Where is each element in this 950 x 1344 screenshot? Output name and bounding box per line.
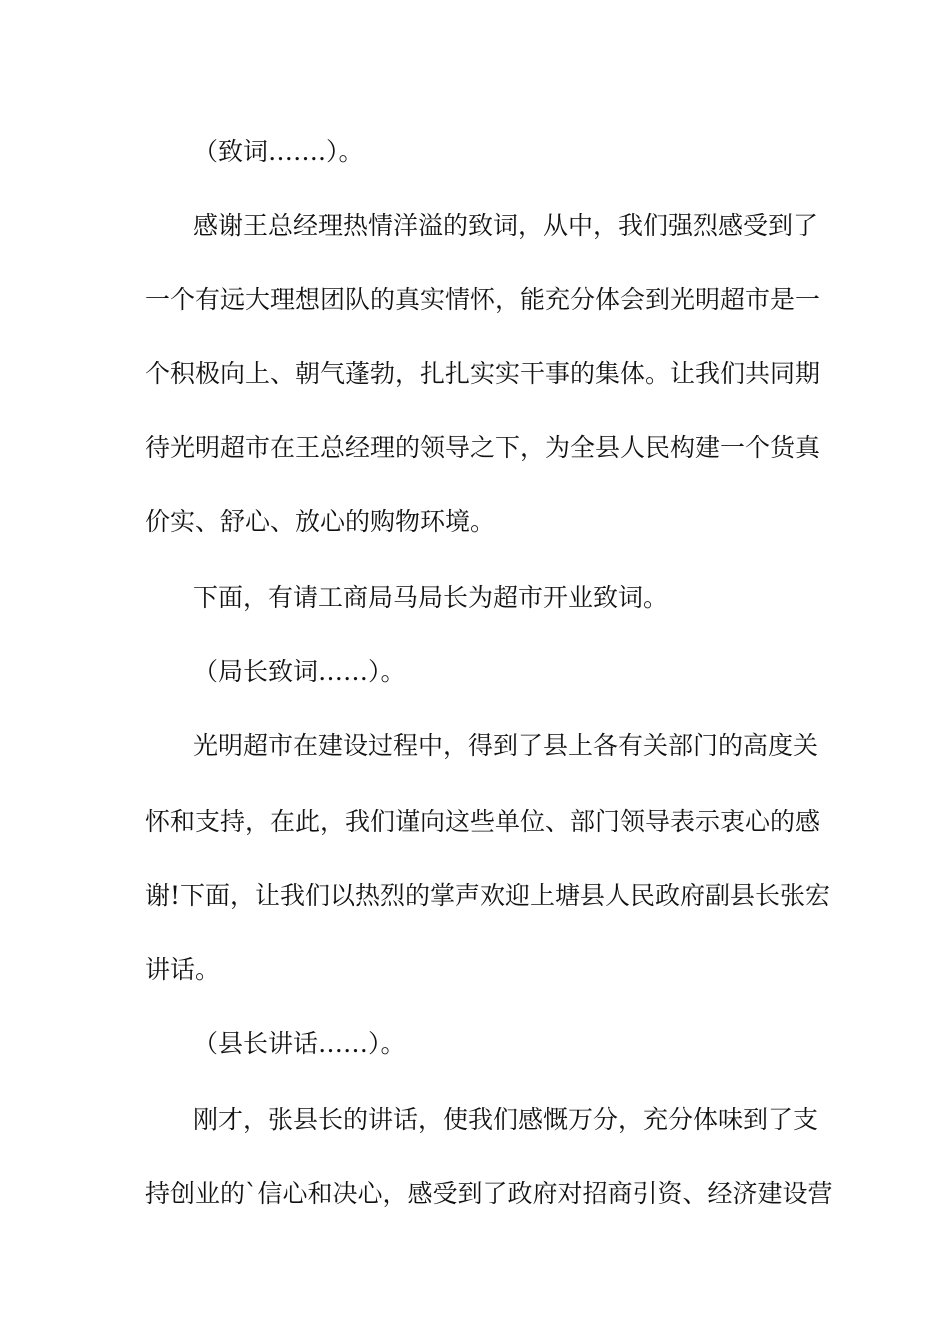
paragraph-line: 下面，有请工商局马局长为超市开业致词。 [193,583,669,612]
paragraph-line: 刚才，张县长的讲话，使我们感慨万分，充分体味到了支 [193,1105,819,1134]
paragraph-line: （县长讲话……）。 [193,1029,406,1058]
paragraph-line: 持创业的`信心和决心，感受到了政府对招商引资、经济建设营 [145,1179,833,1208]
paragraph-line: （致词…….）。 [193,137,364,166]
paragraph-line: 个积极向上、朝气蓬勃，扎扎实实干事的集体。让我们共同期 [145,359,821,388]
paragraph-line: 讲话。 [145,955,221,984]
paragraph-line: 谢!下面，让我们以热烈的掌声欢迎上塘县人民政府副县长张宏 [145,881,831,910]
paragraph-line: 感谢王总经理热情洋溢的致词，从中，我们强烈感受到了 [193,211,819,240]
paragraph-line: 一个有远大理想团队的真实情怀，能充分体会到光明超市是一 [145,285,821,314]
paragraph-line: 待光明超市在王总经理的领导之下，为全县人民构建一个货真 [145,433,821,462]
paragraph-line: （局长致词……）。 [193,657,406,686]
paragraph-line: 价实、舒心、放心的购物环境。 [145,507,496,536]
paragraph-line: 光明超市在建设过程中，得到了县上各有关部门的高度关 [193,731,819,760]
paragraph-line: 怀和支持，在此，我们谨向这些单位、部门领导表示衷心的感 [145,807,821,836]
